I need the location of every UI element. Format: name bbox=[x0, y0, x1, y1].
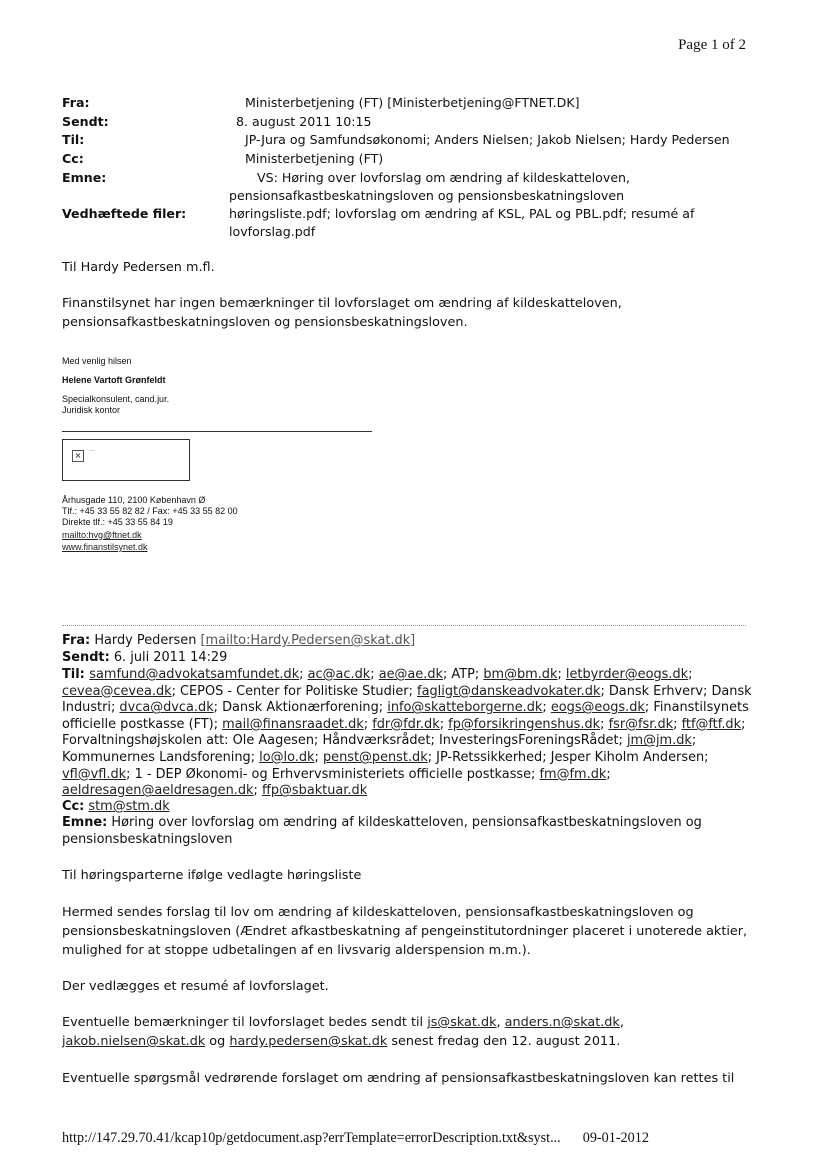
recipient-email-link[interactable]: cevea@cevea.dk bbox=[62, 683, 172, 699]
recipient-text: Forvaltningshøjskolen att: Ole Aagesen; Håndværksrådet; InvesteringsForeningsRådet; bbox=[62, 733, 627, 749]
subject-line-1: VS: Høring over lovforslag om ændring af kildeskatteloven, bbox=[257, 170, 631, 185]
message2-from-line bbox=[62, 633, 415, 650]
message1-body-line-1: Finanstilsynet har ingen bemærkninger til lovforslaget om ændring af kildeskatteloven, bbox=[62, 296, 622, 311]
message1-body-line-2: pensionsafkastbeskatningsloven og pensionsbeskatningsloven. bbox=[62, 315, 468, 330]
broken-image-icon: × bbox=[72, 450, 84, 462]
message2-from-mailto-link[interactable]: [mailto:Hardy.Pedersen@skat.dk] bbox=[200, 633, 416, 648]
signature-direct-phone: Direkte tlf.: +45 33 55 84 19 bbox=[62, 517, 173, 527]
email-link-anders[interactable]: anders.n@skat.dk bbox=[504, 1015, 620, 1030]
message2-from-name: Hardy Pedersen bbox=[94, 633, 197, 648]
recipient-email-link[interactable]: fm@fm.dk bbox=[539, 766, 607, 782]
para3-intro: Eventuelle bemærkninger til lovforslaget bedes sendt til bbox=[62, 1015, 428, 1030]
message2-sent-label: Sendt: bbox=[62, 650, 110, 665]
recipient-text: ; bbox=[542, 700, 551, 716]
recipient-email-link[interactable]: ac@ac.dk bbox=[307, 667, 371, 682]
recipient-email-link[interactable]: eogs@eogs.dk bbox=[550, 700, 645, 716]
recipient-email-link[interactable]: vfl@vfl.dk bbox=[62, 766, 127, 782]
recipient-text: ; bbox=[673, 716, 682, 732]
recipient-text: Kommunernes Landsforening; bbox=[62, 750, 260, 765]
signature-title: Specialkonsulent, cand.jur. bbox=[62, 394, 170, 404]
recipient-email-link[interactable]: lo@lo.dk bbox=[259, 750, 315, 765]
from-value: Ministerbetjening (FT) [Ministerbetjening@FTNET.DK] bbox=[245, 95, 580, 110]
signature-web-link[interactable]: www.finanstilsynet.dk bbox=[62, 542, 148, 552]
signature-name: Helene Vartoft Grønfeldt bbox=[62, 375, 166, 385]
cc-label: Cc: bbox=[62, 151, 84, 166]
recipient-email-link[interactable]: aeldresagen@aeldresagen.dk bbox=[62, 783, 254, 799]
message2-subject-value-1: Høring over lovforslag om ændring af kildeskatteloven, pensionsafkastbeskatningsloven og bbox=[111, 815, 702, 830]
footer-url: http://147.29.70.41/kcap10p/getdocument.asp?errTemplate=errorDescription.txt&syst... bbox=[62, 1130, 561, 1146]
message2-to-line bbox=[62, 667, 692, 684]
recipient-text: ; bbox=[314, 750, 323, 765]
recipient-email-link[interactable]: samfund@advokatsamfundet.dk bbox=[89, 667, 300, 682]
recipient-email-link[interactable]: dvca@dvca.dk bbox=[119, 700, 214, 716]
subject-line-2: pensionsafkastbeskatningsloven og pensionsbeskatningsloven bbox=[229, 188, 625, 203]
cc-value: Ministerbetjening (FT) bbox=[245, 151, 384, 166]
message2-to-line bbox=[62, 767, 611, 784]
sent-value: 8. august 2011 10:15 bbox=[236, 114, 372, 129]
message2-from-label: Fra: bbox=[62, 633, 91, 648]
recipient-text: ; 1 - DEP Økonomi- og Erhvervsministeriets officielle postkasse; bbox=[126, 766, 540, 782]
message2-subject-line bbox=[62, 815, 702, 832]
recipient-email-link[interactable]: penst@penst.dk bbox=[322, 750, 428, 765]
para3-tail: senest fredag den 12. august 2011. bbox=[387, 1034, 621, 1049]
recipient-text: ; bbox=[299, 667, 308, 682]
para3-sep-2: , bbox=[619, 1015, 624, 1030]
signature-department: Juridisk kontor bbox=[62, 405, 121, 415]
recipient-email-link[interactable]: info@skatteborgerne.dk bbox=[387, 700, 543, 716]
message2-greeting: Til høringsparterne ifølge vedlagte høringsliste bbox=[62, 868, 362, 883]
recipient-email-link[interactable]: fagligt@danskeadvokater.dk bbox=[417, 683, 601, 699]
message2-para2: Der vedlægges et resumé af lovforslaget. bbox=[62, 979, 329, 994]
recipient-text: ; bbox=[370, 667, 379, 682]
attachments-line-1: høringsliste.pdf; lovforslag om ændring af KSL, PAL og PBL.pdf; resumé af bbox=[229, 206, 695, 221]
recipient-text: ; ATP; bbox=[442, 667, 484, 682]
message2-subject-label: Emne: bbox=[62, 815, 108, 830]
message2-cc-line bbox=[62, 799, 170, 816]
message2-to-label: Til: bbox=[62, 667, 90, 682]
message2-para3-line-1 bbox=[62, 1013, 624, 1032]
footer-date: 09-01-2012 bbox=[582, 1130, 649, 1146]
print-footer bbox=[62, 1130, 649, 1147]
recipient-text: ; Dansk Aktionærforening; bbox=[213, 700, 388, 716]
recipient-text: Industri; bbox=[62, 700, 120, 716]
message-separator bbox=[62, 625, 746, 626]
message2-subject-value-2: pensionsbeskatningsloven bbox=[62, 832, 233, 847]
recipient-text: officielle postkasse (FT); bbox=[62, 716, 223, 732]
email-link-hardy[interactable]: hardy.pedersen@skat.dk bbox=[229, 1034, 388, 1049]
signature-mailto-link[interactable]: mailto:hvg@ftnet.dk bbox=[62, 530, 142, 540]
recipient-text: ; bbox=[439, 716, 449, 732]
recipient-text: ; bbox=[557, 667, 566, 682]
from-label: Fra: bbox=[62, 95, 90, 110]
signature-phone-fax: Tlf.: +45 33 55 82 82 / Fax: +45 33 55 82 00 bbox=[62, 506, 238, 516]
para3-sep-1: , bbox=[496, 1015, 505, 1030]
signature-closing: Med venlig hilsen bbox=[62, 356, 132, 366]
signature-address: Århusgade 110, 2100 København Ø bbox=[62, 495, 206, 505]
recipient-text: ; JP-Retssikkerhed; Jesper Kiholm Andersen; bbox=[427, 750, 709, 765]
attachments-line-2: lovforslag.pdf bbox=[229, 224, 316, 239]
recipient-text: ; bbox=[688, 667, 693, 682]
para3-og: og bbox=[205, 1034, 230, 1049]
logo-placeholder bbox=[62, 439, 190, 481]
recipient-text: ; CEPOS - Center for Politiske Studier; bbox=[171, 683, 418, 699]
message2-to-line bbox=[62, 783, 367, 800]
signature-divider bbox=[62, 431, 372, 432]
message2-sent-value: 6. juli 2011 14:29 bbox=[113, 650, 228, 665]
message2-to-line bbox=[62, 750, 709, 767]
message2-cc-link[interactable]: stm@stm.dk bbox=[88, 799, 170, 814]
message2-para1-line-3: mulighed for at stoppe udbetalingen af en livsvarig alderspension m.m.). bbox=[62, 943, 531, 958]
subject-label: Emne: bbox=[62, 170, 107, 185]
message2-para4: Eventuelle spørgsmål vedrørende forslaget om ændring af pensionsafkastbeskatningsloven kan rettes til bbox=[62, 1071, 735, 1086]
recipient-text: ; bbox=[600, 716, 609, 732]
recipient-email-link[interactable]: ftf@ftf.dk bbox=[681, 716, 742, 732]
message2-to-line bbox=[62, 700, 749, 717]
to-value: JP-Jura og Samfundsøkonomi; Anders Nielsen; Jakob Nielsen; Hardy Pedersen bbox=[245, 132, 730, 147]
recipient-email-link[interactable]: ae@ae.dk bbox=[378, 667, 443, 682]
recipient-email-link[interactable]: ffp@sbaktuar.dk bbox=[261, 783, 368, 799]
recipient-text: ; bbox=[741, 716, 746, 732]
message2-to-line bbox=[62, 717, 745, 734]
recipient-email-link[interactable]: fp@forsikringenshus.dk bbox=[448, 716, 601, 732]
recipient-email-link[interactable]: jm@jm.dk bbox=[626, 733, 692, 749]
sent-label: Sendt: bbox=[62, 114, 109, 129]
email-link-js[interactable]: js@skat.dk bbox=[427, 1015, 497, 1030]
email-link-jakob[interactable]: jakob.nielsen@skat.dk bbox=[62, 1034, 206, 1049]
message2-sent-line bbox=[62, 650, 227, 667]
recipient-email-link[interactable]: mail@finansraadet.dk bbox=[222, 716, 364, 732]
message2-to-line bbox=[62, 733, 696, 750]
recipient-email-link[interactable]: fsr@fsr.dk bbox=[608, 716, 674, 732]
recipient-email-link[interactable]: fdr@fdr.dk bbox=[372, 716, 440, 732]
recipient-text: ; Dansk Erhverv; Dansk bbox=[600, 683, 752, 699]
recipient-text: ; bbox=[363, 716, 373, 732]
message2-para1-line-2: pensionsbeskatningsloven (Ændret afkastbeskatning af pengeinstitutordninger placeret i unoterede aktier, bbox=[62, 924, 748, 939]
recipient-email-link[interactable]: bm@bm.dk bbox=[483, 667, 558, 682]
recipient-text: ; bbox=[606, 766, 611, 782]
recipient-text: ; bbox=[253, 783, 262, 799]
message2-to-line bbox=[62, 684, 752, 701]
message2-para3-line-2 bbox=[62, 1032, 620, 1051]
attachments-label: Vedhæftede filer: bbox=[62, 206, 187, 221]
message2-para1-line-1: Hermed sendes forslag til lov om ændring af kildeskatteloven, pensionsafkastbeskatningsloven og bbox=[62, 905, 694, 920]
message1-greeting: Til Hardy Pedersen m.fl. bbox=[62, 260, 215, 275]
recipient-text: ; bbox=[691, 733, 697, 749]
recipient-email-link[interactable]: letbyrder@eogs.dk bbox=[565, 667, 689, 682]
page-number: Page 1 of 2 bbox=[678, 37, 746, 53]
logo-alt-text: ... bbox=[89, 446, 95, 453]
message2-cc-label: Cc: bbox=[62, 799, 85, 814]
to-label: Til: bbox=[62, 132, 85, 147]
recipient-text: ; Finanstilsynets bbox=[644, 700, 749, 716]
